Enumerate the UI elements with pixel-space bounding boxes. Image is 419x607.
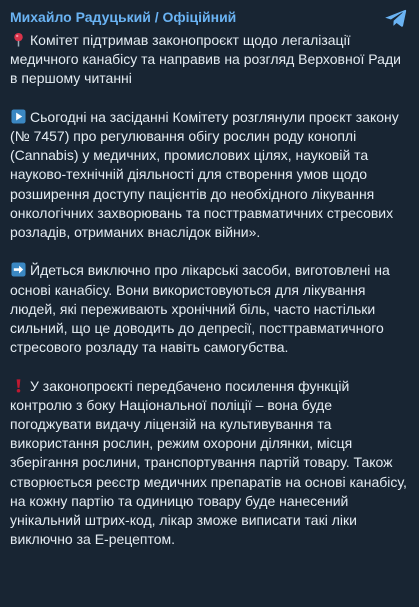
- paragraph-text-1: Комітет підтримав законопроєкт щодо легалізації медичного канабісу та направив на розгляд Верховної Ради в першому читанні: [10, 32, 401, 87]
- channel-name[interactable]: Михайло Радуцький / Офіційний: [10, 9, 237, 25]
- play-button-icon: [10, 109, 27, 124]
- round-pushpin-icon: [10, 32, 27, 47]
- exclamation-mark-icon: [10, 378, 27, 393]
- paragraph-text-4: У законопроєкті передбачено посилення функцій контролю з боку Національної поліції – вона буде погоджувати видачу ліцензій на культивування та використання рослин, режим охорони ділянки, місця зберігання рослини, транспортування партій товару. Також створюється реєстр медичних препаратів на основі канабісу, на кожну партію та одиницю товару буде нанесений унікальний штрих-код, лікар зможе виписати такі ліки виключно за Е-рецептом.: [10, 377, 407, 548]
- paragraph-text-3: Йдеться виключно про лікарські засоби, виготовлені на основі канабісу. Вони використовуються для лікування людей, які переживають хронічний біль, часто настільки сильний, що це доводить до депресії, посттравматичного стресового розладу та навіть самогубства.: [10, 262, 390, 356]
- paragraph-text-2: Сьогодні на засіданні Комітету розглянули проєкт закону (№ 7457) про регулювання обігу рослин роду коноплі (Cannabis) у медичних, промислових цілях, науковій та науково-технічній діяльності для створення умов щодо розширення доступу пацієнтів до необхідного лікування онкологічних захворювань та посттравматичних стресових розладів, отриманих внаслідок війни».: [10, 108, 399, 241]
- message-paragraph-3: [10, 261, 409, 357]
- message-paragraph-1: [10, 31, 409, 89]
- message-paragraph-2: [10, 108, 409, 242]
- right-arrow-icon: [10, 262, 27, 277]
- post-header: [10, 8, 409, 28]
- telegram-plane-icon: [385, 8, 407, 28]
- message-paragraph-4: [10, 377, 409, 550]
